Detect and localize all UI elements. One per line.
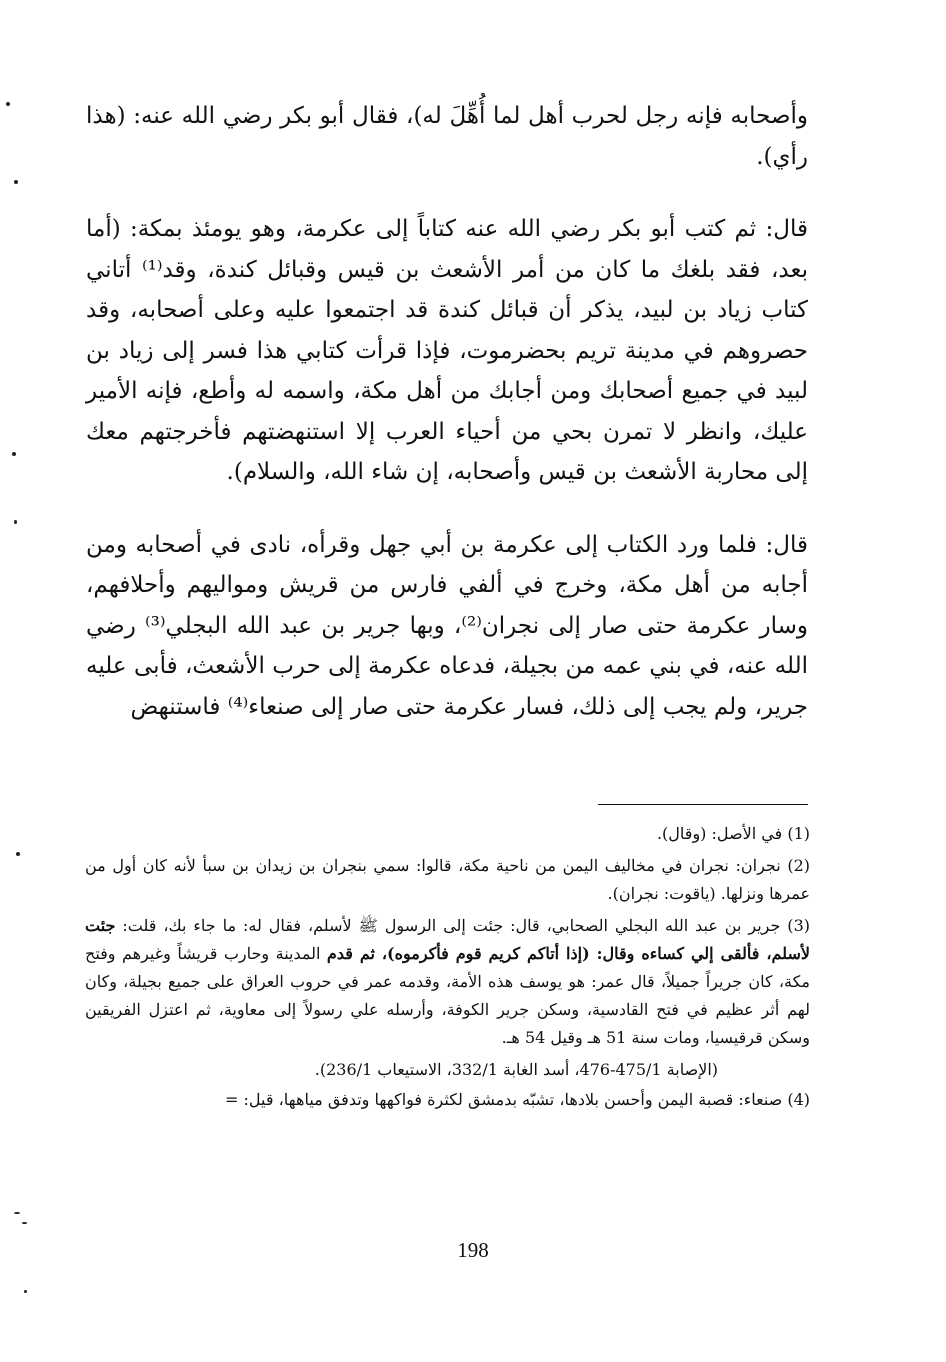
page-number: 198 <box>457 1238 489 1262</box>
footnotes <box>85 820 810 1118</box>
paragraph-3: قال: فلما ورد الكتاب إلى عكرمة بن أبي جهل وقرأه، نادى في أصحابه ومن أجابه من أهل مكة، وخرج في ألفي فارس من قريش ومواليهم وأحلافهم، وسار عكرمة حتى صار إلى نجران⁽²⁾، وبها جرير بن عبد الله البجلي⁽³⁾ رضي الله عنه، في بني عمه من بجيلة، فدعاه عكرمة إلى حرب الأشعث، فأبى عليه جرير، ولم يجب إلى ذلك، فسار عكرمة حتى صار إلى صنعاء⁽⁴⁾ فاستنهض <box>86 531 808 720</box>
footnote-3-intro: (3) جرير بن عبد الله البجلي الصحابي، قال: جئت إلى الرسول ﷺ لأسلم، فقال له: ما جاء بك، قلت: <box>115 916 810 935</box>
scan-speck <box>22 1222 27 1224</box>
footnote-2: (2) نجران: نجران في مخاليف اليمن من ناحية مكة، قالوا: سمي بنجران بن زيدان بن سبأ لأنه كان أول من عمرها ونزلها. (ياقوت: نجران). <box>85 856 811 903</box>
footnote-1: (1) في الأصل: (وقال). <box>656 824 810 843</box>
main-text <box>86 96 808 727</box>
footnote-3-reference: (الإصابة 475/1-476، أسد الغابة 332/1، الاستيعاب 236/1). <box>314 1060 718 1079</box>
scan-speck <box>24 1290 27 1293</box>
footnote-3 <box>85 912 810 1052</box>
scan-speck <box>14 180 18 184</box>
scan-speck <box>16 852 20 856</box>
footnote-3-rest: المدينة وحارب قريشاً وغيرهم وفتح مكة، كان جريراً جميلاً، قال عمر: هو يوسف هذه الأمة، وقدمه عمر في حروب العراق على جميع بجيلة، وكان لهم أثر عظيم في فتح القادسية، وسكن جرير الكوفة، وأرسله علي رسولاً إلى معاوية، ثم اعتزل الفريقين وسكن قرقيسيا، ومات سنة 51 هـ وقيل 54 هـ. <box>85 944 811 1047</box>
scan-speck <box>12 452 16 456</box>
scan-speck <box>6 102 10 106</box>
footnote-3-bold: جئت لأسلم، فألقى إلي كساءه وقال: (إذا أتاكم كريم قوم فأكرموه)، ثم قدم <box>85 916 810 963</box>
scan-speck <box>14 1212 20 1214</box>
footnote-4: (4) صنعاء: قصبة اليمن وأحسن بلادها، تشبّه بدمشق لكثرة فواكهها وتدفق مياهها، قيل: = <box>225 1090 810 1109</box>
footnote-separator <box>598 804 808 805</box>
paragraph-2: قال: ثم كتب أبو بكر رضي الله عنه كتاباً إلى عكرمة، وهو يومئذ بمكة: (أما بعد، فقد بلغك ما كان من أمر الأشعث بن قيس وقبائل كندة، وقد⁽¹⁾ أتاني كتاب زياد بن لبيد، يذكر أن قبائل كندة قد اجتمعوا عليه وعلى أصحابه، وقد حصروهم في مدينة تريم بحضرموت، فإذا قرأت كتابي هذا فسر إلى زياد بن لبيد في جميع أصحابك ومن أجابك من أهل مكة، واسمه له وأطع، فإنه الأمير عليك، وانظر لا تمرن بحي من أحياء العرب إلا استنهضتهم فأخرجتهم معك إلى محاربة الأشعث بن قيس وأصحابه، إن شاء الله، والسلام). <box>86 216 808 485</box>
scan-speck <box>14 520 17 524</box>
paragraph-1: وأصحابه فإنه رجل لحرب أهل لما أُهِّلَ له)، فقال أبو بكر رضي الله عنه: (هذا رأي). <box>86 103 808 170</box>
